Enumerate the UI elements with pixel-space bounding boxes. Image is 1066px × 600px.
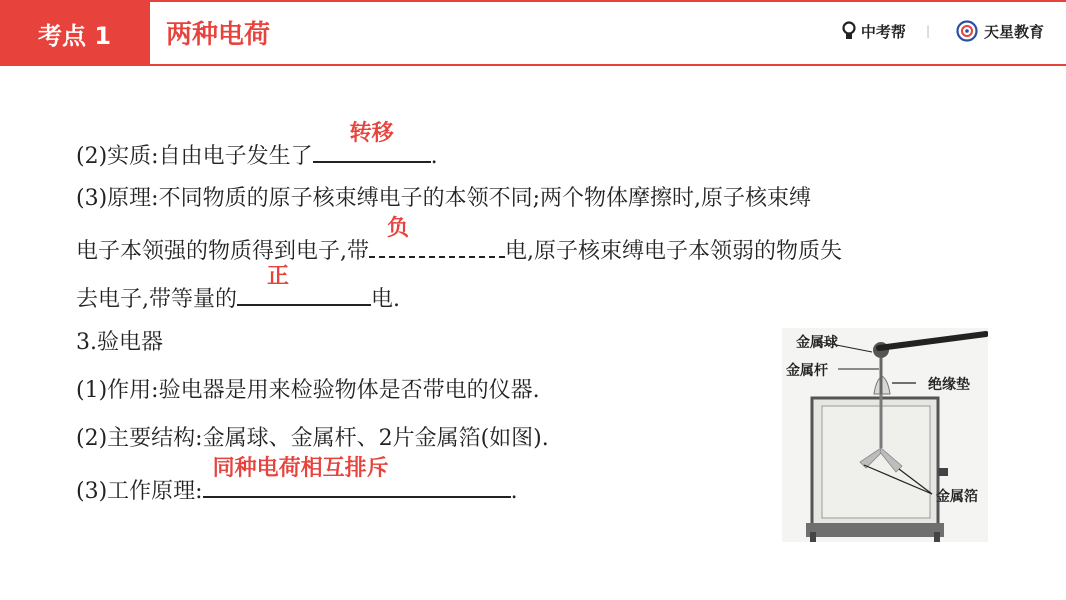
zhongkaobang-logo [842, 21, 906, 42]
line-principle-3 [76, 264, 400, 315]
line-essence-text: (2)实质:自由电子发生了 [76, 144, 313, 169]
line-essence [76, 121, 438, 172]
header-bottom-line [150, 64, 1066, 66]
line-working-principle [76, 456, 518, 507]
header-top-line [150, 0, 1066, 2]
answer-positive: 正 [267, 264, 290, 289]
header [0, 0, 1066, 66]
page-title: 两种电荷 [166, 20, 271, 50]
label-metal-rod: 金属杆 [786, 363, 828, 379]
line-principle-3-suffix: 电. [371, 287, 400, 312]
logo-separator: | [925, 24, 930, 38]
line-principle: (3)原理:不同物质的原子核束缚电子的本领不同;两个物体摩擦时,原子核束缚 [76, 186, 811, 211]
electroscope-figure [782, 328, 988, 542]
line-principle-2 [76, 216, 842, 267]
blank-positive [237, 264, 371, 306]
line-essence-suffix: . [430, 144, 438, 169]
blank-negative [369, 216, 505, 258]
logo2-text: 天星教育 [983, 22, 1044, 41]
label-metal-foil: 金属箔 [936, 489, 978, 505]
bulb-icon [842, 21, 856, 41]
answer-repel: 同种电荷相互排斥 [212, 456, 389, 481]
blank-transfer [313, 121, 431, 163]
label-insulator: 绝缘垫 [928, 377, 970, 393]
topic-tag: 考点 1 [0, 0, 150, 66]
section-electroscope: 3.验电器 [76, 330, 163, 355]
line-working-principle-text: (3)工作原理: [76, 479, 203, 504]
line-principle-2-suffix: 电,原子核束缚电子本领弱的物质失 [505, 239, 842, 264]
line-function: (1)作用:验电器是用来检验物体是否带电的仪器. [76, 378, 540, 403]
line-principle-3-text: 去电子,带等量的 [76, 287, 237, 312]
line-structure: (2)主要结构:金属球、金属杆、2片金属箔(如图). [76, 426, 549, 451]
blank-repel [203, 456, 511, 498]
logo1-text: 中考帮 [860, 22, 906, 41]
answer-negative: 负 [387, 216, 410, 241]
globe-icon [956, 20, 978, 42]
line-principle-2-text: 电子本领强的物质得到电子,带 [76, 239, 369, 264]
answer-transfer: 转移 [349, 121, 394, 146]
brand-logos [842, 20, 1044, 42]
label-metal-ball: 金属球 [796, 335, 838, 351]
tianxing-logo [956, 20, 1044, 42]
line-working-principle-suffix: . [510, 479, 518, 504]
